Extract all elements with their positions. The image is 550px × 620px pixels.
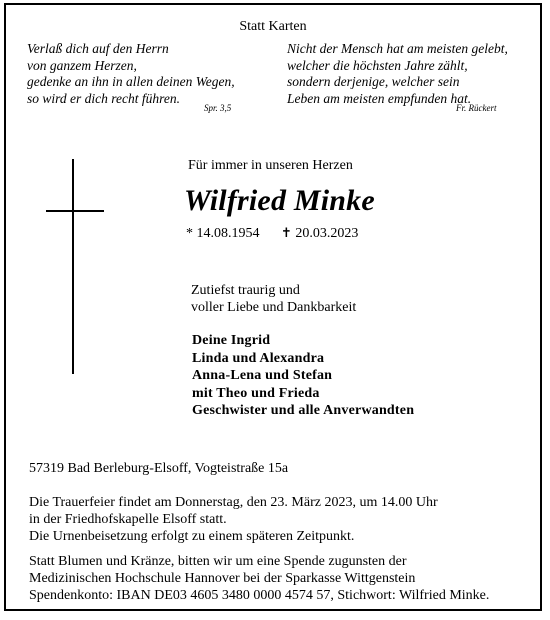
verse-left — [27, 41, 235, 107]
mourner: Geschwister und alle Anverwandten — [192, 403, 415, 418]
donation-info — [29, 553, 489, 604]
birth-date: * 14.08.1954 — [186, 226, 260, 241]
mourner: Anna-Lena und Stefan — [192, 368, 333, 383]
ceremony-line: Die Urnenbeisetzung erfolgt zu einem späteren Zeitpunkt. — [29, 529, 355, 544]
verse-left-line: gedenke an ihn in allen deinen Wegen, — [27, 74, 235, 89]
mourner: Linda und Alexandra — [192, 350, 325, 366]
ceremony-line: Die Trauerfeier findet am Donnerstag, den 23. März 2023, um 14.00 Uhr — [29, 495, 438, 510]
verse-left-line: von ganzem Herzen, — [27, 57, 137, 73]
deceased-name: Wilfried Minke — [184, 184, 375, 217]
ceremony-info — [29, 494, 438, 545]
mourner: mit Theo und Frieda — [192, 385, 320, 401]
life-dates — [186, 226, 358, 242]
verse-left-line: Verlaß dich auf den Herrn — [27, 41, 169, 56]
intro-text: Für immer in unseren Herzen — [188, 158, 353, 173]
header-statt-karten: Statt Karten — [239, 19, 307, 34]
address: 57319 Bad Berleburg-Elsoff, Vogteistraße 15a — [29, 461, 289, 476]
mourner: Deine Ingrid — [192, 333, 271, 348]
verse-right — [287, 41, 508, 107]
mourners-list — [192, 332, 414, 420]
cross-icon-horizontal-bar — [46, 210, 104, 212]
cross-icon-vertical-bar — [72, 159, 74, 374]
grief-line: Zutiefst traurig und — [191, 283, 300, 298]
grief-line: voller Liebe und Dankbarkeit — [191, 300, 357, 315]
death-date: 20.03.2023 — [295, 226, 359, 241]
obituary-notice — [4, 3, 542, 611]
ceremony-line: in der Friedhofskapelle Elsoff statt. — [29, 512, 227, 527]
donation-line: Medizinischen Hochschule Hannover bei der Sparkasse Wittgenstein — [29, 571, 416, 586]
death-cross-icon: ✝ — [281, 226, 292, 241]
verse-right-line: sondern derjenige, welcher sein — [287, 74, 460, 89]
verse-left-line: so wird er dich recht führen. — [27, 90, 180, 106]
grief-text — [191, 282, 356, 316]
verse-right-line: Nicht der Mensch hat am meisten gelebt, — [287, 41, 508, 56]
verse-left-source: Spr. 3,5 — [204, 103, 232, 113]
donation-line: Spendenkonto: IBAN DE03 4605 3480 0000 4574 57, Stichwort: Wilfried Minke. — [29, 588, 490, 603]
donation-line: Statt Blumen und Kränze, bitten wir um eine Spende zugunsten der — [29, 554, 407, 569]
verse-right-source: Fr. Rückert — [456, 103, 497, 113]
verse-right-line: welcher die höchsten Jahre zählt, — [287, 57, 468, 73]
verse-right-line: Leben am meisten empfunden hat. — [287, 90, 472, 106]
